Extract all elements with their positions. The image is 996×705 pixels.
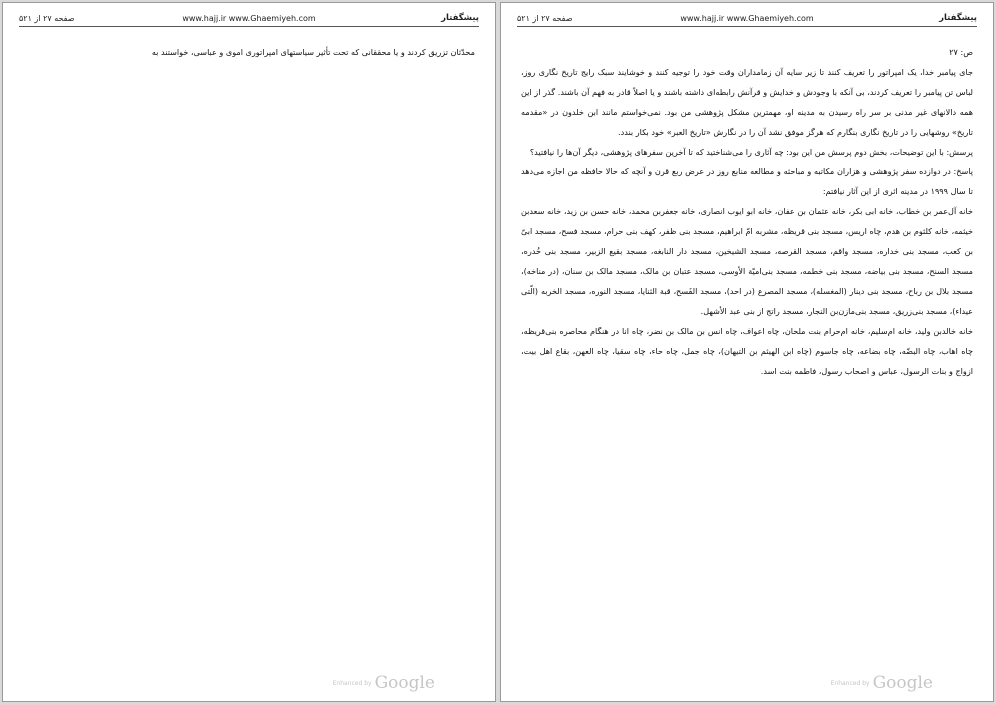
header-section-title: پیشگفتار <box>939 13 977 23</box>
google-logo-text: Google <box>374 673 435 693</box>
page-header <box>517 12 977 27</box>
logo-prefix: Enhanced by <box>830 680 870 687</box>
header-page-number: صفحه ۲۷ از ۵۲۱ <box>517 14 573 23</box>
page-body <box>521 43 973 381</box>
paragraph: خانه آل‌عمر بن خطاب، خانه ابی بکر، خانه عثمان بن عفان، خانه ابو ایوب انصاری، خانه جعفربن محمد، خانه حسن بن زید، خانه سعدبن خیثمه، خانه کلثوم بن هدم، چاه اریس، مسجد بنی قریظه، مشربه امّ ابراهیم، مسجد بنی ظفر، کهف بنی حرام، مسجد فسح، مسجد ابیّ بن کعب، مسجد بنی خداره، مسجد واقم، مسجد القرصه، مسجد الشیخین، مسجد دار النابغه، مسجد بقیع الزبیر، مسجد بنی خُدره، مسجد السنح، مسجد بنی بیاضه، مسجد بنی خطمه، مسجد بنی‌امیّة الأوسی، مسجد عتبان بن مالک، مسجد مالک بن سنان، (در مناخه)، مسجد بلال بن رباح، مسجد بنی دینار (المغسله)، مسجد المصرع (در احد)، مسجد الفَسح، قبة الثنایا، مسجد النوره، مسجد الخربه (الّتی عیداء)، مسجد بنی‌زریق، مسجد بنی‌مازن‌بن النجار، مسجد راتج از بنی عبد الأشهل. <box>521 206 973 316</box>
page-header <box>19 12 479 27</box>
header-site-urls: www.hajj.ir www.Ghaemiyeh.com <box>680 14 814 23</box>
google-enhanced-logo <box>831 673 933 693</box>
header-section-title: پیشگفتار <box>441 13 479 23</box>
answer-paragraph: پاسخ: در دوازده سفر پژوهشی و هزاران مکاتبه و مباحثه و مطالعه منابع روز در عرض ربع قرن و آنچه که حالا حافظه من اجازه می‌دهد تا سال ۱۹۹۹ در مدینه اثری از این آثار نیافتم: <box>521 166 973 197</box>
page-reference: ص: ۲۷ <box>949 47 973 57</box>
question-paragraph: پرسش: با این توضیحات، بخش دوم پرسش من این بود: چه آثاری را می‌شناختید که تا آخرین سفرهای پژوهشی، دیگر آن‌ها را نیافتید؟ <box>529 146 973 157</box>
google-logo-text: Google <box>872 673 933 693</box>
header-page-number: صفحه ۲۷ از ۵۲۱ <box>19 14 75 23</box>
logo-prefix: Enhanced by <box>332 680 372 687</box>
paragraph: خانه خالدبن ولید، خانه ام‌سلیم، خانه ام‌حرام بنت ملحان، چاه اعواف، چاه انس بن مالک بن نضر، چاه انا در هنگام محاصره بنی‌قریظه، چاه اهاب، چاه البضّه، چاه بضاعه، چاه جاسوم (چاه ابن الهیثم بن التیهان)، چاه جمل، چاه حاء، چاه سقیا، چاه العهن، بقاع اهل بیت، ازواج و بنات الرسول، عباس و اصحاب رسول، فاطمه بنت اسد. <box>521 325 973 376</box>
page-right <box>500 2 994 702</box>
google-enhanced-logo <box>333 673 435 693</box>
paragraph: محدّثان تزریق کردند و یا محققانی که تحت تأثیر سیاستهای امپراتوری اموی و عباسی، خواستند به <box>151 47 475 57</box>
header-site-urls: www.hajj.ir www.Ghaemiyeh.com <box>182 14 316 23</box>
paragraph: جای پیامبر خدا، یک امپراتور را تعریف کنند تا زیر سایه آن زمامداران وقت خود را توجیه کنند و خوشایند سبک رایج تاریخ نگاری روز، لباس تن پیامبر را تعریف کردند، بی آنکه با وجودش و خدایش و قرآنش رابطه‌ای داشته باشند و یا اصلاً قادر به فهم آن باشند. گذر از این همه دالانهای غیر مدنی بر سر راه رسیدن به مدینه او، مهمترین مشکل پژوهشی من بود. نمی‌خواستم مانند ابن خلدون در «مقدمه تاریخ» روشهایی را در تاریخ نگاری بنگارم که هرگز موفق نشد آن را در نگارش «تاریخ العبر» خود بکار بندد. <box>521 66 973 137</box>
page-body <box>23 43 475 63</box>
page-left <box>2 2 496 702</box>
